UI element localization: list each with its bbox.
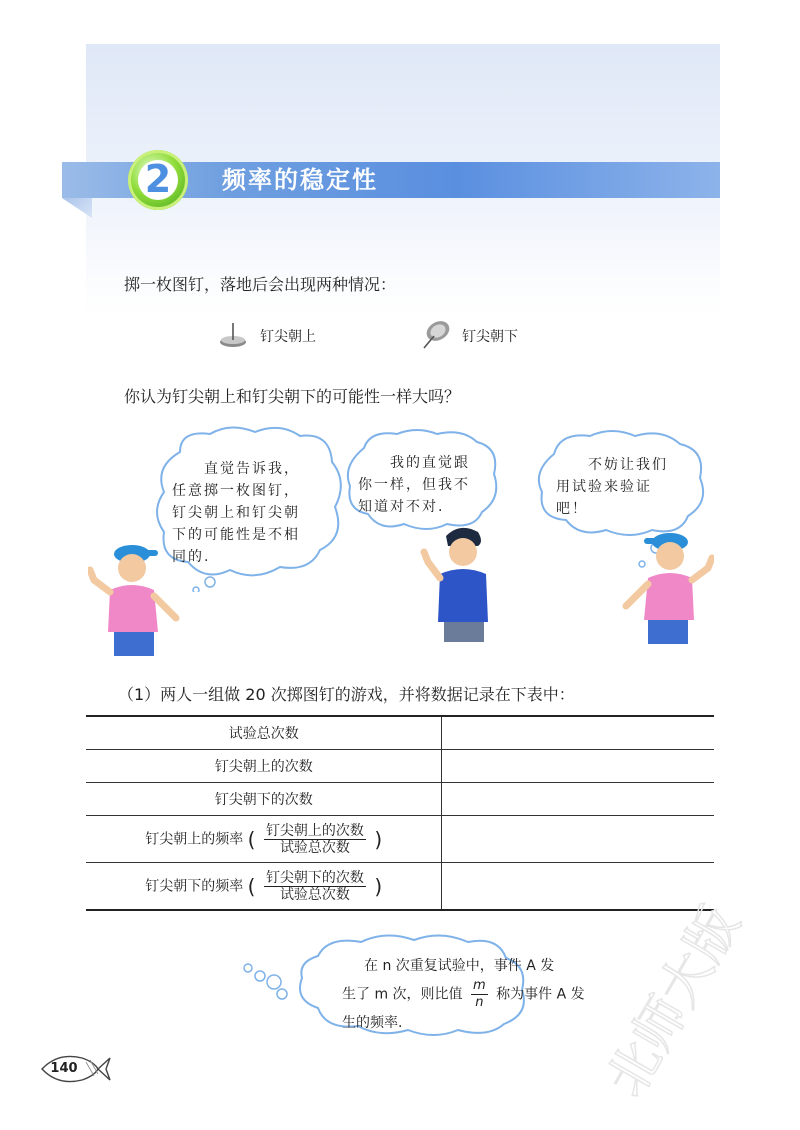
row-label-with-fraction: [86, 863, 442, 911]
boy-left-illustration: [88, 540, 188, 658]
page-number: 140: [50, 1061, 78, 1076]
note-line-2-pre: 生了 m 次，则比值: [342, 986, 463, 1003]
row-label: 钉尖朝下的次数: [86, 783, 442, 816]
boy-right-illustration: [614, 528, 714, 646]
row-value-cell[interactable]: [442, 783, 714, 816]
row-value-cell[interactable]: [442, 750, 714, 783]
table-row: [86, 783, 714, 816]
cloud-middle-line: 你一样，但我不: [358, 477, 470, 493]
intro-text: 掷一枚图钉，落地后会出现两种情况：: [124, 275, 397, 294]
note-fraction-denominator: n: [475, 995, 484, 1010]
fraction-numerator: 钉尖朝下的次数: [265, 869, 364, 886]
row-label: 试验总次数: [86, 716, 442, 750]
cloud-left-line: 直觉告诉我，: [172, 461, 300, 477]
note-fraction: [471, 978, 488, 1011]
paren: (: [247, 874, 256, 898]
pin-down-label: 钉尖朝下: [462, 329, 518, 345]
note-line-2: [342, 978, 585, 1011]
paren: (: [247, 827, 256, 851]
question-text: 你认为钉尖朝上和钉尖朝下的可能性一样大吗？: [124, 387, 461, 406]
row-label: 钉尖朝上的频率: [145, 831, 244, 847]
task-text: （1）两人一组做 20 次掷图钉的游戏，并将数据记录在下表中：: [118, 685, 575, 704]
cloud-right-line: 吧！: [556, 501, 588, 517]
paren: ): [374, 874, 383, 898]
fraction-denominator: 试验总次数: [279, 886, 350, 903]
fraction: [264, 870, 366, 903]
section-number: 2: [144, 157, 172, 201]
fraction: [264, 823, 366, 856]
note-fraction-numerator: m: [473, 978, 486, 993]
cloud-middle-line: 知道对不对.: [358, 499, 445, 515]
cloud-right-line: 不妨让我们: [556, 457, 668, 473]
cloud-right-text: [556, 454, 668, 520]
row-label: 钉尖朝下的频率: [145, 878, 244, 894]
cloud-middle-text: [358, 452, 470, 518]
table-row: [86, 750, 714, 783]
boy-middle-illustration: [420, 522, 504, 642]
row-label-with-fraction: [86, 816, 442, 863]
table-row: [86, 716, 714, 750]
row-value-cell[interactable]: [442, 716, 714, 750]
note-text: [342, 954, 585, 1035]
fraction-denominator: 试验总次数: [279, 839, 350, 856]
cloud-left-line: 任意掷一枚图钉，: [172, 483, 300, 499]
pin-up-label: 钉尖朝上: [260, 329, 316, 345]
pin-down-icon: [420, 318, 454, 350]
cloud-left-text: [172, 458, 300, 568]
cloud-left-line: 下的可能性是不相: [172, 527, 300, 543]
section-title: 频率的稳定性: [222, 166, 378, 194]
table-row: [86, 816, 714, 863]
note-line-3: 生的频率.: [342, 1015, 403, 1031]
pin-up-icon: [218, 320, 248, 348]
watermark-text: 北师大版: [595, 896, 752, 1107]
row-label: 钉尖朝上的次数: [86, 750, 442, 783]
cloud-middle-line: 我的直觉跟: [358, 455, 470, 471]
cloud-left-line: 同的.: [172, 549, 211, 565]
row-value-cell[interactable]: [442, 816, 714, 863]
cloud-left-line: 钉尖朝上和钉尖朝: [172, 505, 300, 521]
paren: ): [374, 827, 383, 851]
cloud-right-line: 用试验来验证: [556, 479, 652, 495]
note-line-2-post: 称为事件 A 发: [496, 986, 585, 1003]
fraction-numerator: 钉尖朝上的次数: [265, 822, 364, 839]
note-line-1: 在 n 次重复试验中，事件 A 发: [364, 958, 555, 974]
title-bar-fold: [62, 198, 92, 218]
